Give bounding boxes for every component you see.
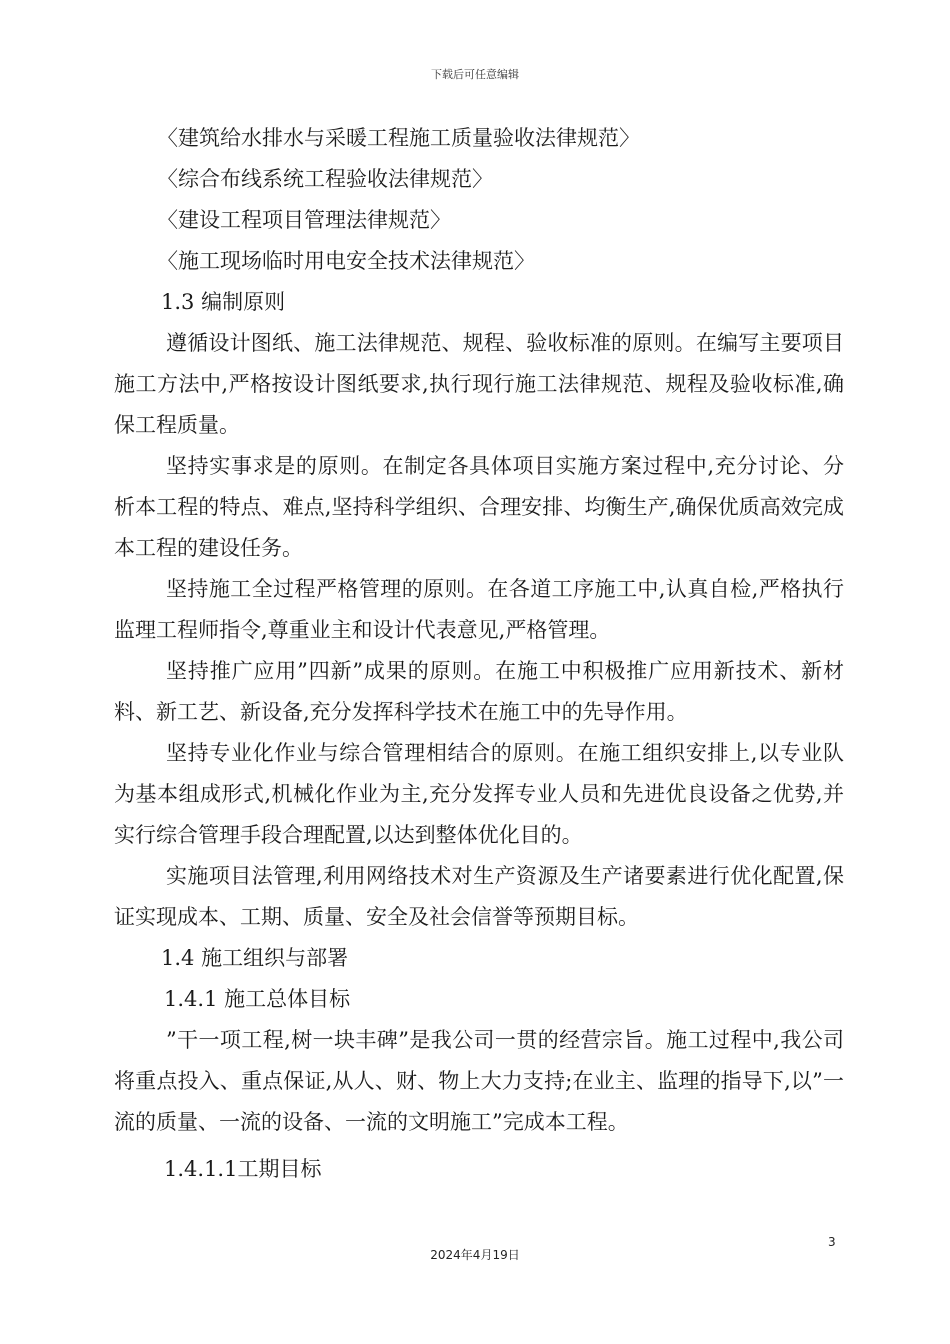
section-heading-1-4-1-1: 1.4.1.1工期目标 [164, 1157, 322, 1181]
section-heading-1-4: 1.4 施工组织与部署 [161, 946, 349, 970]
paragraph: 实施项目法管理,利用网络技术对生产资源及生产诸要素进行优化配置,保证实现成本、工期、质量、安全及社会信誉等预期目标。 [114, 864, 844, 929]
reference-item: 〈综合布线系统工程验收法律规范〉 [157, 167, 493, 191]
page-header-note: 下载后可任意编辑 [431, 68, 519, 81]
paragraph: 坚持推广应用”四新”成果的原则。在施工中积极推广应用新技术、新材料、新工艺、新设备,充分发挥科学技术在施工中的先导作用。 [114, 659, 844, 724]
page-number: 3 [828, 1235, 836, 1249]
section-heading-1-3: 1.3 编制原则 [161, 290, 286, 314]
paragraph: 坚持实事求是的原则。在制定各具体项目实施方案过程中,充分讨论、分析本工程的特点、难点,坚持科学组织、合理安排、均衡生产,确保优质高效完成本工程的建设任务。 [114, 454, 844, 560]
footer-date: 2024年4月19日 [430, 1248, 520, 1262]
paragraph: 坚持专业化作业与综合管理相结合的原则。在施工组织安排上,以专业队为基本组成形式,机械化作业为主,充分发挥专业人员和先进优良设备之优势,并实行综合管理手段合理配置,以达到整体优化目的。 [114, 741, 844, 847]
paragraph: 遵循设计图纸、施工法律规范、规程、验收标准的原则。在编写主要项目施工方法中,严格按设计图纸要求,执行现行施工法律规范、规程及验收标准,确保工程质量。 [114, 331, 844, 437]
section-heading-1-4-1: 1.4.1 施工总体目标 [164, 987, 351, 1011]
paragraph: 坚持施工全过程严格管理的原则。在各道工序施工中,认真自检,严格执行监理工程师指令,尊重业主和设计代表意见,严格管理。 [114, 577, 844, 642]
document-body [114, 118, 844, 1190]
paragraph: ”干一项工程,树一块丰碑”是我公司一贯的经营宗旨。施工过程中,我公司将重点投入、重点保证,从人、财、物上大力支持;在业主、监理的指导下,以”一流的质量、一流的设备、一流的文明施工”完成本工程。 [114, 1028, 844, 1134]
reference-item: 〈建设工程项目管理法律规范〉 [157, 208, 451, 232]
reference-item: 〈建筑给水排水与采暖工程施工质量验收法律规范〉 [157, 126, 640, 150]
reference-item: 〈施工现场临时用电安全技术法律规范〉 [157, 249, 535, 273]
